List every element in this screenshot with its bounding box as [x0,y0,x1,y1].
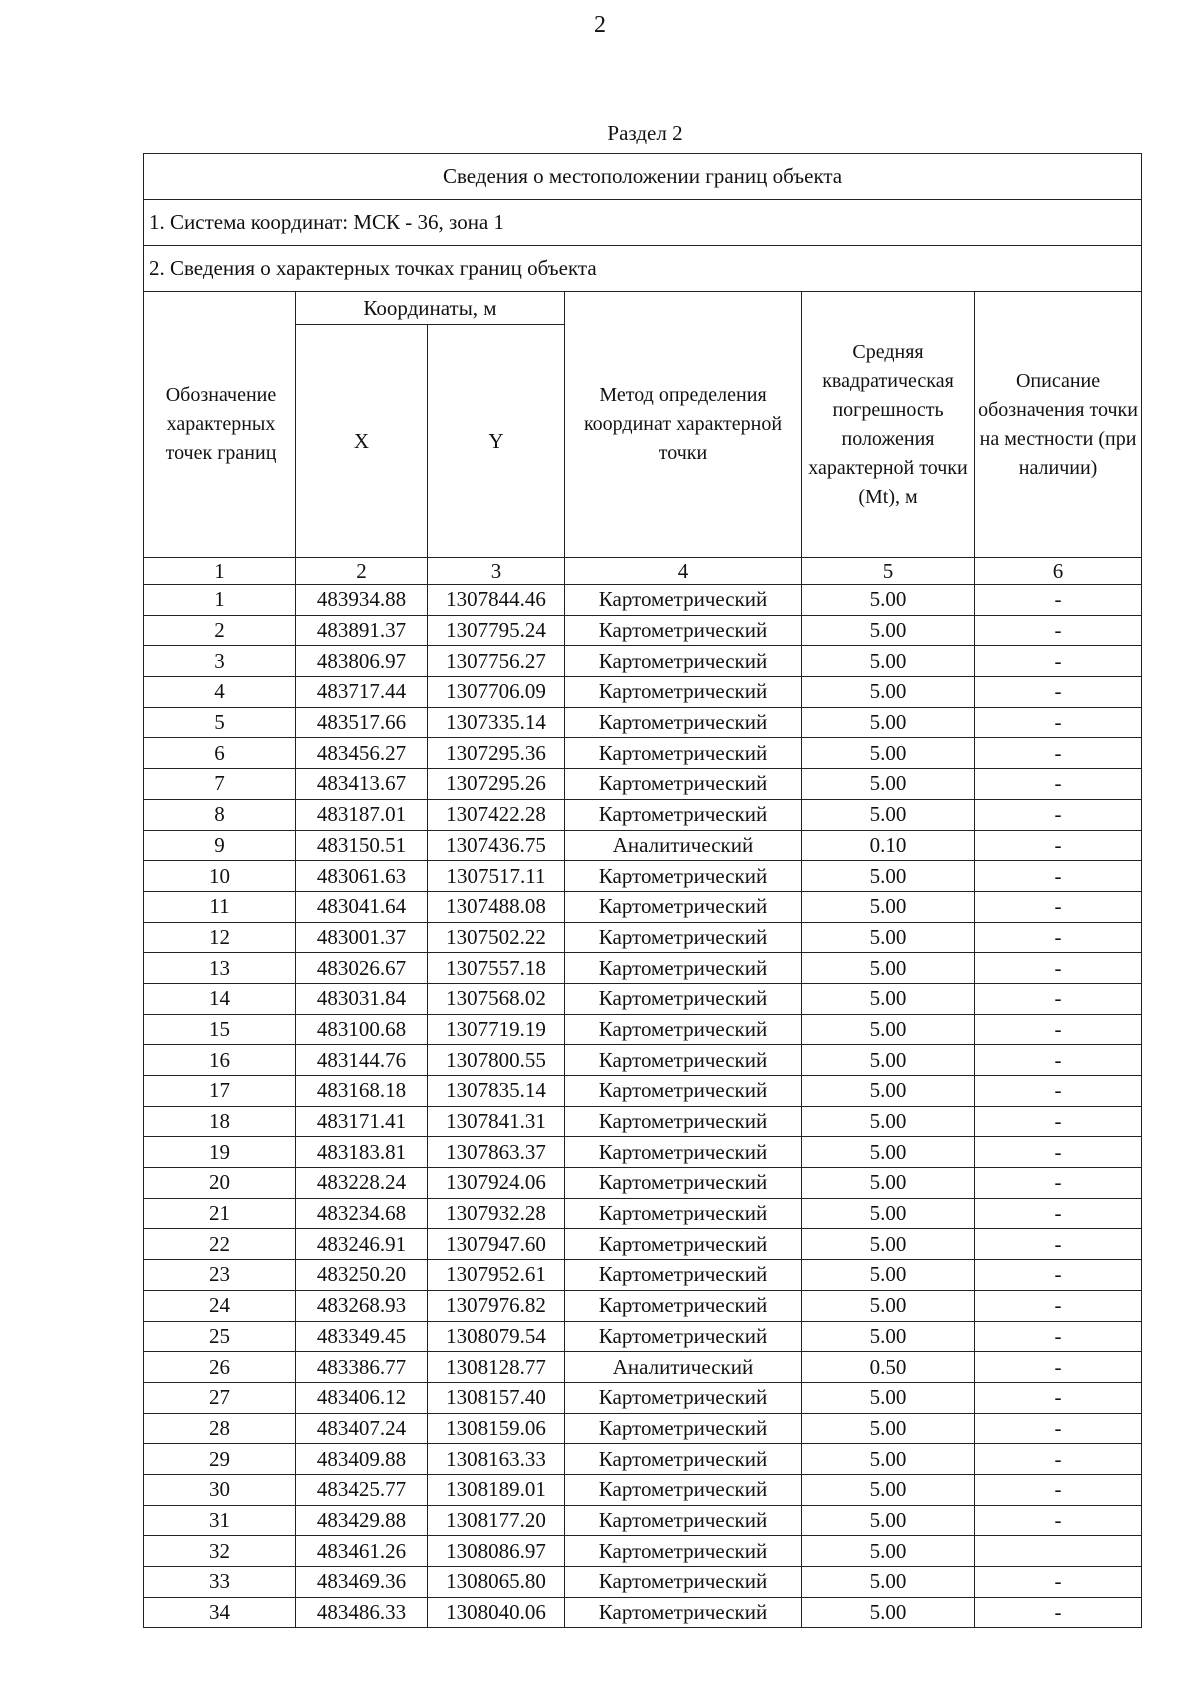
method-cell: Картометрический [565,615,802,646]
error-cell: 5.00 [802,1444,975,1475]
description-cell: - [975,1045,1142,1076]
table-row [144,1382,1142,1413]
table-row [144,769,1142,800]
description-cell: - [975,1567,1142,1598]
description-cell: - [975,1413,1142,1444]
points-caption: 2. Сведения о характерных точках границ объекта [144,246,1142,292]
point-id-cell: 31 [144,1505,296,1536]
x-coordinate-cell: 483061.63 [296,861,428,892]
y-coordinate-cell: 1307800.55 [428,1045,565,1076]
point-id-cell: 27 [144,1382,296,1413]
x-coordinate-cell: 483486.33 [296,1597,428,1628]
x-coordinate-cell: 483469.36 [296,1567,428,1598]
description-cell: - [975,707,1142,738]
table-row [144,1567,1142,1598]
error-cell: 5.00 [802,646,975,677]
table-title: Сведения о местоположении границ объекта [144,154,1142,200]
point-id-cell: 1 [144,585,296,616]
method-cell: Картометрический [565,922,802,953]
x-coordinate-cell: 483100.68 [296,1014,428,1045]
method-cell: Картометрический [565,1413,802,1444]
point-id-cell: 34 [144,1597,296,1628]
description-cell: - [975,830,1142,861]
point-id-cell: 22 [144,1229,296,1260]
x-coordinate-cell: 483150.51 [296,830,428,861]
point-id-cell: 10 [144,861,296,892]
description-cell: - [975,1444,1142,1475]
error-cell: 5.00 [802,1014,975,1045]
description-cell: - [975,1137,1142,1168]
description-cell: - [975,861,1142,892]
y-coordinate-cell: 1307436.75 [428,830,565,861]
point-id-cell: 16 [144,1045,296,1076]
table-row [144,1198,1142,1229]
column-number: 2 [296,558,428,585]
table-row [144,707,1142,738]
description-cell: - [975,891,1142,922]
table-body [144,585,1142,1628]
error-cell: 5.00 [802,769,975,800]
point-id-cell: 14 [144,983,296,1014]
table-row [144,983,1142,1014]
description-cell: - [975,1474,1142,1505]
y-coordinate-cell: 1307335.14 [428,707,565,738]
x-coordinate-cell: 483168.18 [296,1076,428,1107]
error-cell: 5.00 [802,585,975,616]
description-cell: - [975,1505,1142,1536]
table-row [144,1229,1142,1260]
error-cell: 5.00 [802,1413,975,1444]
error-cell: 5.00 [802,1168,975,1199]
method-cell: Картометрический [565,646,802,677]
x-coordinate-cell: 483461.26 [296,1536,428,1567]
table-row [144,585,1142,616]
method-cell: Аналитический [565,830,802,861]
table-row [144,891,1142,922]
description-cell: - [975,1229,1142,1260]
y-coordinate-cell: 1308086.97 [428,1536,565,1567]
error-cell: 5.00 [802,707,975,738]
boundary-table [143,153,1142,1628]
y-coordinate-cell: 1307841.31 [428,1106,565,1137]
x-coordinate-cell: 483456.27 [296,738,428,769]
table-row [144,1352,1142,1383]
table-row [144,1076,1142,1107]
error-cell: 5.00 [802,799,975,830]
description-cell: - [975,1382,1142,1413]
method-cell: Картометрический [565,1567,802,1598]
method-cell: Картометрический [565,1168,802,1199]
x-coordinate-cell: 483171.41 [296,1106,428,1137]
description-cell: - [975,983,1142,1014]
point-id-cell: 23 [144,1260,296,1291]
description-cell: - [975,769,1142,800]
method-cell: Картометрический [565,707,802,738]
method-cell: Картометрический [565,861,802,892]
description-cell: - [975,1260,1142,1291]
y-coordinate-cell: 1307422.28 [428,799,565,830]
method-cell: Картометрический [565,1444,802,1475]
table-row [144,1597,1142,1628]
x-coordinate-cell: 483409.88 [296,1444,428,1475]
error-cell: 5.00 [802,983,975,1014]
y-coordinate-cell: 1307719.19 [428,1014,565,1045]
method-cell: Картометрический [565,1321,802,1352]
table-row [144,953,1142,984]
description-cell: - [975,677,1142,708]
column-number: 4 [565,558,802,585]
table-row [144,1474,1142,1505]
description-cell: - [975,1106,1142,1137]
method-cell: Картометрический [565,1536,802,1567]
x-coordinate-cell: 483041.64 [296,891,428,922]
table-row [144,1168,1142,1199]
table-row [144,1413,1142,1444]
error-cell: 5.00 [802,1076,975,1107]
method-cell: Картометрический [565,799,802,830]
header-error: Средняя квадратическая погрешность положения характерной точки (Mt), м [802,292,975,558]
method-cell: Картометрический [565,1076,802,1107]
x-coordinate-cell: 483246.91 [296,1229,428,1260]
x-coordinate-cell: 483386.77 [296,1352,428,1383]
error-cell: 0.10 [802,830,975,861]
description-cell [975,1536,1142,1567]
column-number: 1 [144,558,296,585]
description-cell: - [975,1290,1142,1321]
y-coordinate-cell: 1308163.33 [428,1444,565,1475]
point-id-cell: 33 [144,1567,296,1598]
header-x: X [296,325,428,558]
y-coordinate-cell: 1307924.06 [428,1168,565,1199]
y-coordinate-cell: 1307863.37 [428,1137,565,1168]
description-cell: - [975,585,1142,616]
x-coordinate-cell: 483717.44 [296,677,428,708]
error-cell: 5.00 [802,677,975,708]
point-id-cell: 11 [144,891,296,922]
y-coordinate-cell: 1307795.24 [428,615,565,646]
description-cell: - [975,1168,1142,1199]
error-cell: 5.00 [802,1597,975,1628]
table-row [144,615,1142,646]
error-cell: 5.00 [802,1260,975,1291]
y-coordinate-cell: 1307932.28 [428,1198,565,1229]
table-row [144,1014,1142,1045]
method-cell: Картометрический [565,1382,802,1413]
column-number: 5 [802,558,975,585]
y-coordinate-cell: 1307947.60 [428,1229,565,1260]
point-id-cell: 4 [144,677,296,708]
method-cell: Картометрический [565,1198,802,1229]
y-coordinate-cell: 1307502.22 [428,922,565,953]
x-coordinate-cell: 483406.12 [296,1382,428,1413]
point-id-cell: 17 [144,1076,296,1107]
table-row [144,1290,1142,1321]
method-cell: Картометрический [565,953,802,984]
description-cell: - [975,1321,1142,1352]
method-cell: Картометрический [565,1045,802,1076]
error-cell: 5.00 [802,1567,975,1598]
point-id-cell: 15 [144,1014,296,1045]
point-id-cell: 26 [144,1352,296,1383]
x-coordinate-cell: 483144.76 [296,1045,428,1076]
method-cell: Картометрический [565,1014,802,1045]
error-cell: 5.00 [802,1321,975,1352]
table-row [144,1321,1142,1352]
y-coordinate-cell: 1307844.46 [428,585,565,616]
x-coordinate-cell: 483429.88 [296,1505,428,1536]
point-id-cell: 19 [144,1137,296,1168]
table-row [144,1260,1142,1291]
description-cell: - [975,1014,1142,1045]
y-coordinate-cell: 1308159.06 [428,1413,565,1444]
x-coordinate-cell: 483026.67 [296,953,428,984]
description-cell: - [975,646,1142,677]
point-id-cell: 7 [144,769,296,800]
error-cell: 5.00 [802,1106,975,1137]
y-coordinate-cell: 1308177.20 [428,1505,565,1536]
y-coordinate-cell: 1307557.18 [428,953,565,984]
x-coordinate-cell: 483934.88 [296,585,428,616]
header-designation: Обозначение характерных точек границ [144,292,296,558]
table-row [144,1505,1142,1536]
y-coordinate-cell: 1308079.54 [428,1321,565,1352]
error-cell: 5.00 [802,1137,975,1168]
description-cell: - [975,615,1142,646]
x-coordinate-cell: 483187.01 [296,799,428,830]
header-method: Метод определения координат характерной точки [565,292,802,558]
method-cell: Картометрический [565,1229,802,1260]
x-coordinate-cell: 483228.24 [296,1168,428,1199]
point-id-cell: 9 [144,830,296,861]
column-number: 3 [428,558,565,585]
method-cell: Картометрический [565,983,802,1014]
header-description: Описание обозначения точки на местности (при наличии) [975,292,1142,558]
table-row [144,677,1142,708]
point-id-cell: 28 [144,1413,296,1444]
y-coordinate-cell: 1308189.01 [428,1474,565,1505]
x-coordinate-cell: 483031.84 [296,983,428,1014]
x-coordinate-cell: 483001.37 [296,922,428,953]
description-cell: - [975,922,1142,953]
error-cell: 5.00 [802,1474,975,1505]
point-id-cell: 2 [144,615,296,646]
method-cell: Картометрический [565,677,802,708]
table-row [144,646,1142,677]
method-cell: Картометрический [565,1106,802,1137]
point-id-cell: 32 [144,1536,296,1567]
table-row [144,1444,1142,1475]
header-coordinates: Координаты, м [296,292,565,325]
point-id-cell: 12 [144,922,296,953]
section-title: Раздел 2 [607,121,683,145]
method-cell: Картометрический [565,1597,802,1628]
y-coordinate-cell: 1308040.06 [428,1597,565,1628]
x-coordinate-cell: 483806.97 [296,646,428,677]
error-cell: 5.00 [802,953,975,984]
column-number: 6 [975,558,1142,585]
description-cell: - [975,738,1142,769]
point-id-cell: 30 [144,1474,296,1505]
table-row [144,799,1142,830]
error-cell: 5.00 [802,891,975,922]
description-cell: - [975,953,1142,984]
description-cell: - [975,1597,1142,1628]
x-coordinate-cell: 483234.68 [296,1198,428,1229]
x-coordinate-cell: 483425.77 [296,1474,428,1505]
method-cell: Картометрический [565,1137,802,1168]
description-cell: - [975,1076,1142,1107]
point-id-cell: 25 [144,1321,296,1352]
x-coordinate-cell: 483891.37 [296,615,428,646]
point-id-cell: 13 [144,953,296,984]
point-id-cell: 20 [144,1168,296,1199]
y-coordinate-cell: 1307835.14 [428,1076,565,1107]
error-cell: 5.00 [802,1382,975,1413]
x-coordinate-cell: 483407.24 [296,1413,428,1444]
y-coordinate-cell: 1308065.80 [428,1567,565,1598]
method-cell: Картометрический [565,738,802,769]
description-cell: - [975,799,1142,830]
y-coordinate-cell: 1307976.82 [428,1290,565,1321]
point-id-cell: 8 [144,799,296,830]
method-cell: Картометрический [565,1260,802,1291]
error-cell: 5.00 [802,738,975,769]
x-coordinate-cell: 483250.20 [296,1260,428,1291]
header-y: Y [428,325,565,558]
error-cell: 5.00 [802,1505,975,1536]
y-coordinate-cell: 1307706.09 [428,677,565,708]
point-id-cell: 5 [144,707,296,738]
error-cell: 5.00 [802,922,975,953]
table-row [144,1137,1142,1168]
method-cell: Картометрический [565,1505,802,1536]
table-row [144,1536,1142,1567]
point-id-cell: 3 [144,646,296,677]
y-coordinate-cell: 1307295.26 [428,769,565,800]
x-coordinate-cell: 483183.81 [296,1137,428,1168]
description-cell: - [975,1198,1142,1229]
y-coordinate-cell: 1308128.77 [428,1352,565,1383]
x-coordinate-cell: 483413.67 [296,769,428,800]
method-cell: Картометрический [565,585,802,616]
table-row [144,830,1142,861]
point-id-cell: 21 [144,1198,296,1229]
table-row [144,1045,1142,1076]
error-cell: 5.00 [802,615,975,646]
error-cell: 0.50 [802,1352,975,1383]
method-cell: Картометрический [565,769,802,800]
method-cell: Картометрический [565,891,802,922]
x-coordinate-cell: 483268.93 [296,1290,428,1321]
description-cell: - [975,1352,1142,1383]
y-coordinate-cell: 1307517.11 [428,861,565,892]
y-coordinate-cell: 1307952.61 [428,1260,565,1291]
method-cell: Аналитический [565,1352,802,1383]
error-cell: 5.00 [802,1229,975,1260]
error-cell: 5.00 [802,861,975,892]
error-cell: 5.00 [802,1045,975,1076]
point-id-cell: 18 [144,1106,296,1137]
y-coordinate-cell: 1307295.36 [428,738,565,769]
error-cell: 5.00 [802,1198,975,1229]
page-number: 2 [594,12,606,38]
table-row [144,1106,1142,1137]
y-coordinate-cell: 1307756.27 [428,646,565,677]
point-id-cell: 6 [144,738,296,769]
table-row [144,738,1142,769]
error-cell: 5.00 [802,1536,975,1567]
point-id-cell: 29 [144,1444,296,1475]
x-coordinate-cell: 483349.45 [296,1321,428,1352]
method-cell: Картометрический [565,1474,802,1505]
method-cell: Картометрический [565,1290,802,1321]
y-coordinate-cell: 1307568.02 [428,983,565,1014]
coordinate-system: 1. Система координат: МСК - 36, зона 1 [144,200,1142,246]
table-row [144,922,1142,953]
table-row [144,861,1142,892]
x-coordinate-cell: 483517.66 [296,707,428,738]
point-id-cell: 24 [144,1290,296,1321]
error-cell: 5.00 [802,1290,975,1321]
y-coordinate-cell: 1307488.08 [428,891,565,922]
y-coordinate-cell: 1308157.40 [428,1382,565,1413]
